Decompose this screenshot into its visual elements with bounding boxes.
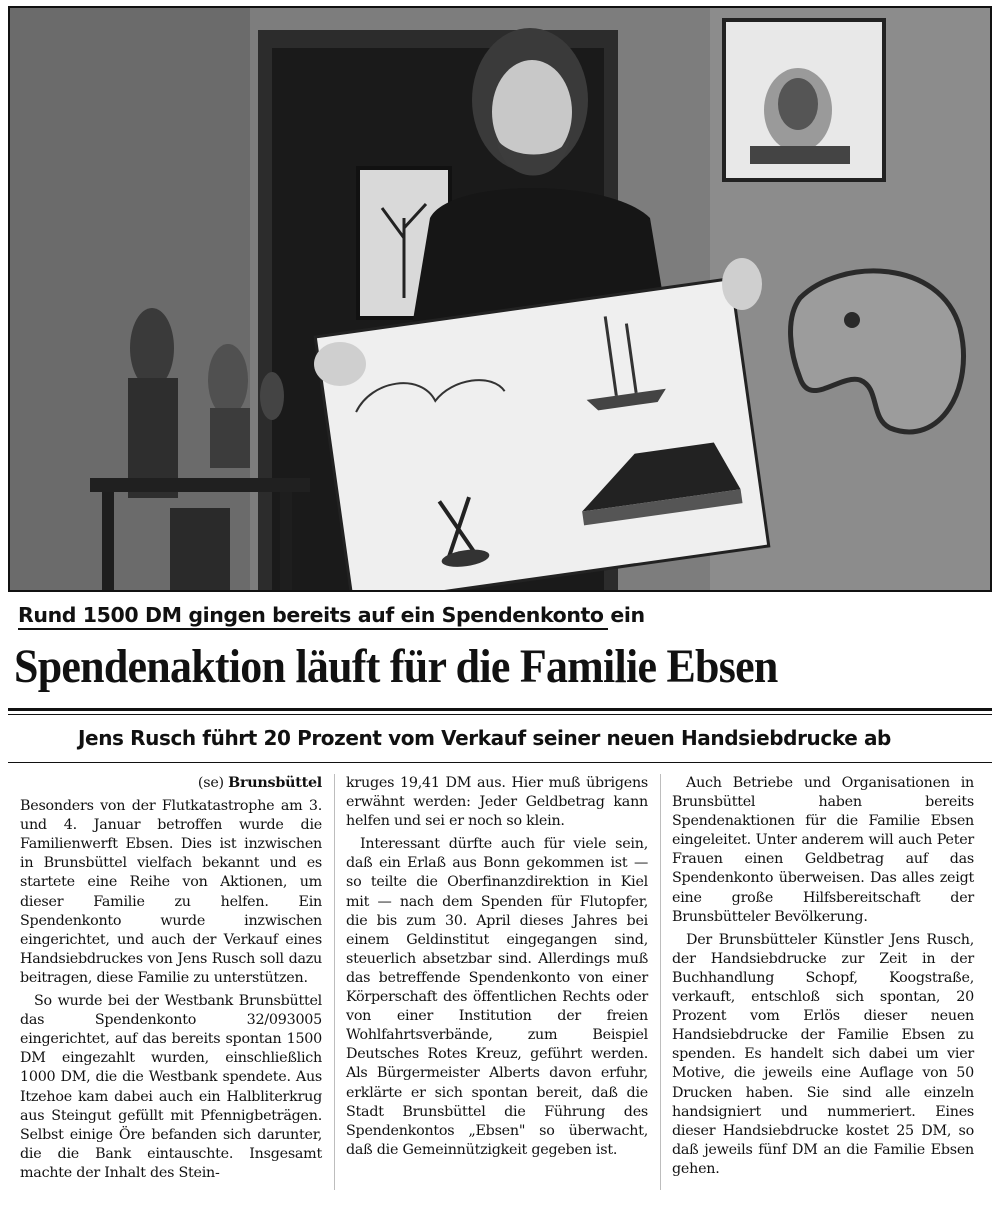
column-divider <box>660 774 661 1190</box>
article-paragraph: kruges 19,41 DM aus. Hier muß übrigens erwähnt werden: Jeder Geldbetrag kann helfen und sei er noch so klein. <box>346 775 648 830</box>
article-column-3 <box>672 774 974 1194</box>
headline-rule <box>8 708 992 711</box>
headline-rule-thin <box>8 714 992 715</box>
article-subhead: Jens Rusch führt 20 Prozent vom Verkauf seiner neuen Handsiebdrucke ab <box>78 726 891 750</box>
subhead-rule <box>8 762 992 763</box>
article-paragraph: Besonders von der Flutkatastrophe am 3. und 4. Januar betroffen wurde die Familienwerft Ebsen. Dies ist inzwischen in Brunsbüttel vielfach bekannt und es startete eine Reihe von Aktionen, um dieser Familie zu helfen. Ein Spendenkonto wurde inzwischen eingerichtet, und auch der Verkauf eines Handsiebdruckes von Jens Rusch soll dazu beitragen, diese Familie zu unterstützen. <box>20 798 322 986</box>
article-column-1 <box>20 774 322 1194</box>
article-headline: Spendenaktion läuft für die Familie Ebsen <box>14 640 778 693</box>
photo-illustration <box>10 8 990 590</box>
article-paragraph: So wurde bei der Westbank Brunsbüttel das Spendenkonto 32/093005 eingerichtet, auf das bereits spontan 1500 DM eingezahlt wurden, einschließlich 1000 DM, die die Westbank spendete. Aus Itzehoe kam dabei auch ein Halbliterkrug aus Steingut gefüllt mit Pfennigbeträgen. Selbst einige Öre befanden sich darunter, die die Bank eintauschte. Insgesamt machte der Inhalt des Stein- <box>20 993 322 1181</box>
article-photo <box>8 6 992 592</box>
column-divider <box>334 774 335 1190</box>
dateline-place: Brunsbüttel <box>228 775 322 791</box>
article-column-2 <box>346 774 648 1194</box>
dateline-prefix: (se) <box>197 775 229 791</box>
article-paragraph: Auch Betriebe und Organisationen in Brunsbüttel haben bereits Spendenaktionen für die Familie Ebsen eingeleitet. Unter anderem will auch Peter Frauen einen Geldbetrag auf das Spendenkonto überweisen. Das alles zeigt eine große Hilfsbereitschaft der Brunsbütteler Bevölkerung. <box>672 775 974 925</box>
article-paragraph: Der Brunsbütteler Künstler Jens Rusch, der Handsiebdrucke zur Zeit in der Buchhandlung Schopf, Koogstraße, verkauft, entschloß sich spontan, 20 Prozent vom Erlös dieser neuen Handsiebdrucke der Familie Ebsen zu spenden. Es handelt sich dabei um vier Motive, die jeweils eine Auflage von 50 Drucken haben. Sie sind alle einzeln handsigniert und nummeriert. Eines dieser Handsiebdrucke kostet 25 DM, so daß jeweils fünf DM an die Familie Ebsen gehen. <box>672 931 974 1177</box>
dateline <box>20 774 322 793</box>
article-paragraph: Interessant dürfte auch für viele sein, daß ein Erlaß aus Bonn gekommen ist — so teilte die Oberfinanzdirektion in Kiel mit — nach dem Spenden für Flutopfer, die bis zum 30. April dieses Jahres bei einem Geldinstitut eingegangen sind, steuerlich absetzbar sind. Allerdings muß das betreffende Spendenkonto von einer Körperschaft des öffentlichen Rechts oder von einer Institution der freien Wohlfahrtsverbände, zum Beispiel Deutsches Rotes Kreuz, geführt werden. Als Bürgermeister Alberts davon erfuhr, erklärte er sich spontan bereit, daß die Stadt Brunsbüttel die Führung des Spendenkontos „Ebsen" so überwacht, daß die Gemeinnützigkeit gegeben ist. <box>346 836 648 1158</box>
article-kicker: Rund 1500 DM gingen bereits auf ein Spendenkonto ein <box>18 602 608 630</box>
